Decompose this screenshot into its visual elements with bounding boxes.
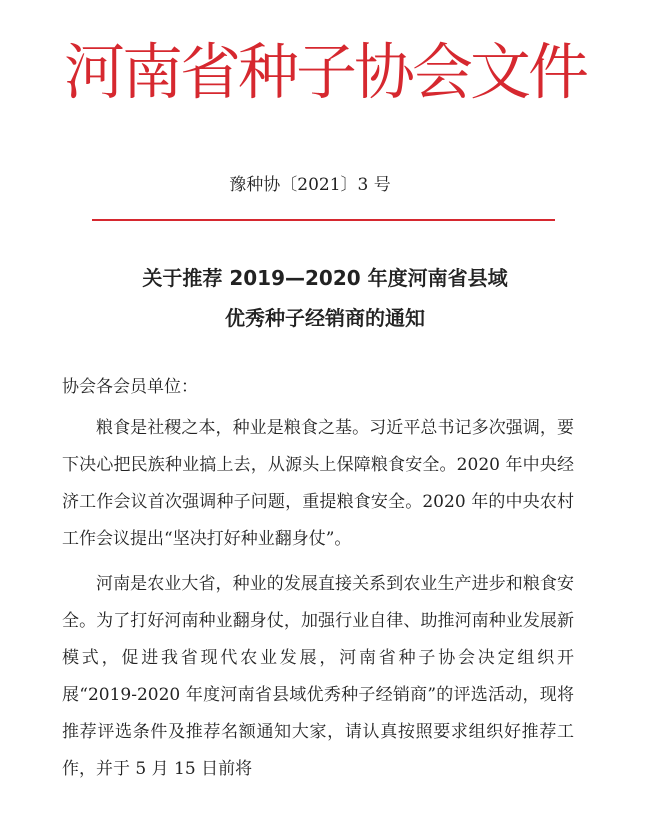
notice-title — [0, 258, 650, 338]
notice-body — [62, 369, 574, 796]
body-paragraph-2: 河南是农业大省，种业的发展直接关系到农业生产进步和粮食安全。为了打好河南种业翻身仗，加强行业自律、助推河南种业发展新模式，促进我省现代农业发展，河南省种子协会决定组织开展“2019-2020 年度河南省县域优秀种子经销商”的评选活动，现将推荐评选条件及推荐名额通知大家，请认真按照要求组织好推荐工作，并于 5 月 15 日前将 — [62, 574, 574, 779]
document-header-title: 河南省种子协会文件 — [63, 37, 586, 108]
salutation: 协会各会员单位： — [62, 377, 198, 397]
notice-title-line-2: 优秀种子经销商的通知 — [225, 306, 425, 330]
document-number: 豫种协〔2021〕3 号 — [229, 175, 391, 195]
red-divider-line — [92, 219, 555, 221]
body-paragraph-1: 粮食是社稷之本，种业是粮食之基。习近平总书记多次强调，要下决心把民族种业搞上去，从源头上保障粮食安全。2020 年中央经济工作会议首次强调种子问题，重提粮食安全。2020 年的中央农村工作会议提出“坚决打好种业翻身仗”。 — [62, 418, 574, 549]
notice-title-line-1: 关于推荐 2019—2020 年度河南省县域 — [142, 266, 508, 290]
